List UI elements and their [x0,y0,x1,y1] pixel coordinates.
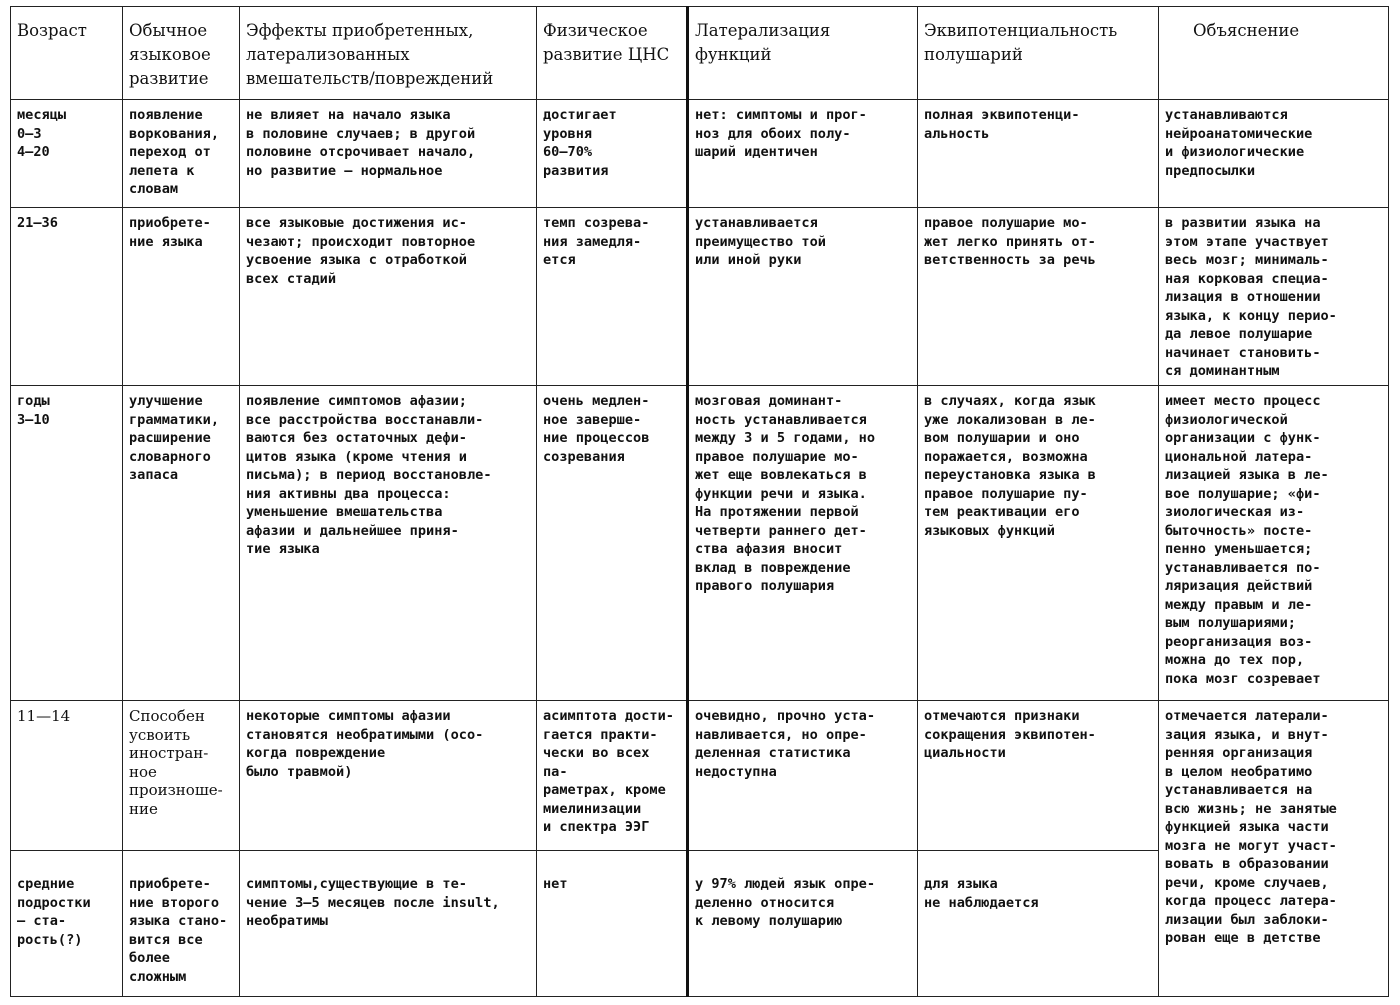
cell-lateralization: нет: симптомы и прог- ноз для обоих полу- шарий идентичен [688,100,918,208]
header-language: Обычное языковое развитие [123,7,240,100]
cell-cns: асимптота дости- гается практи- чески во всех па- раметрах, кроме миелинизации и спектра ЭЭГ [537,701,688,851]
cell-age: средние подростки — ста- рость(?) [11,851,123,997]
cell-effects: симптомы,существующие в те- чение 3—5 месяцев после insult, необратимы [240,851,537,997]
cell-age: 11—14 [11,701,123,851]
header-equipotentiality: Эквипотенциальность полушарий [918,7,1159,100]
header-age: Возраст [11,7,123,100]
cell-effects: все языковые достижения ис- чезают; происходит повторное усвоение языка с отработкой всех стадий [240,208,537,386]
cell-language: приобрете- ние языка [123,208,240,386]
header-explanation: Объяснение [1159,7,1389,100]
table-row [11,208,1389,386]
cell-equipotentiality: отмечаются признаки сокращения эквипотен- циальности [918,701,1159,851]
language-development-table [10,6,1389,997]
cell-language: появление воркования, переход от лепета к словам [123,100,240,208]
cell-language: Способен усвоить иностран- ное произноше- ние [123,701,240,851]
cell-age: месяцы 0—3 4—20 [11,100,123,208]
table-row [11,701,1389,851]
cell-lateralization: очевидно, прочно уста- навливается, но опре- деленная статистика недоступна [688,701,918,851]
header-lateralization: Латерализация функций [688,7,918,100]
table-row [11,386,1389,701]
document-page [10,6,1388,996]
cell-explanation: имеет место процесс физиологической организации с функ- циональной латера- лизацией языка в ле- вое полушарие; «фи- зиологическая из- быточность» посте- пенно уменьшается; устанавливается по- ляризация действий между правым и ле- вым полушариями; реорганизация воз- можна до тех пор, пока мозг созревает [1159,386,1389,701]
cell-lateralization: мозговая доминант- ность устанавливается между 3 и 5 годами, но правое полушарие мо- жет еще вовлекаться в функции речи и языка. На протяжении первой четверти раннего дет- ства афазия вносит вклад в повреждение правого полушария [688,386,918,701]
cell-equipotentiality: правое полушарие мо- жет легко принять от- ветственность за речь [918,208,1159,386]
cell-age: 21—36 [11,208,123,386]
cell-cns: темп созрева- ния замедля- ется [537,208,688,386]
header-row [11,7,1389,100]
cell-equipotentiality: в случаях, когда язык уже локализован в ле- вом полушарии и оно поражается, возможна переустановка языка в правое полушарие пу- тем реактивации его языковых функций [918,386,1159,701]
table-row [11,100,1389,208]
cell-effects: некоторые симптомы афазии становятся необратимыми (осо- когда повреждение было травмой) [240,701,537,851]
cell-language: приобрете- ние второго языка стано- вится все более сложным [123,851,240,997]
cell-cns: очень медлен- ное заверше- ние процессов созревания [537,386,688,701]
cell-cns: нет [537,851,688,997]
cell-lateralization: у 97% людей язык опре- деленно относится к левому полушарию [688,851,918,997]
cell-lateralization: устанавливается преимущество той или иной руки [688,208,918,386]
header-effects: Эффекты приобретенных, латерализованных вмешательств/повреждений [240,7,537,100]
header-cns: Физическое развитие ЦНС [537,7,688,100]
cell-cns: достигает уровня 60—70% развития [537,100,688,208]
cell-effects: не влияет на начало языка в половине случаев; в другой половине отсрочивает начало, но развитие — нормальное [240,100,537,208]
cell-equipotentiality: полная эквипотенци- альность [918,100,1159,208]
cell-explanation: устанавливаются нейроанатомические и физиологические предпосылки [1159,100,1389,208]
cell-explanation: в развитии языка на этом этапе участвует весь мозг; минималь- ная корковая специа- лизация в отношении языка, к концу перио- да левое полушарие начинает становить- ся доминантным [1159,208,1389,386]
cell-explanation: отмечается латерали- зация языка, и внут- ренняя организация в целом необратимо устанавливается на всю жизнь; не занятые функцией языка части мозга не могут участ- вовать в образовании речи, кроме случаев, когда процесс латера- лизации был заблоки- рован еще в детстве [1159,701,1389,997]
cell-equipotentiality: для языка не наблюдается [918,851,1159,997]
cell-age: годы 3—10 [11,386,123,701]
cell-effects: появление симптомов афазии; все расстройства восстанавли- ваются без остаточных дефи- цитов языка (кроме чтения и письма); в период восстановле- ния активны два процесса: уменьшение вмешательства афазии и дальнейшее приня- тие языка [240,386,537,701]
cell-language: улучшение грамматики, расширение словарного запаса [123,386,240,701]
